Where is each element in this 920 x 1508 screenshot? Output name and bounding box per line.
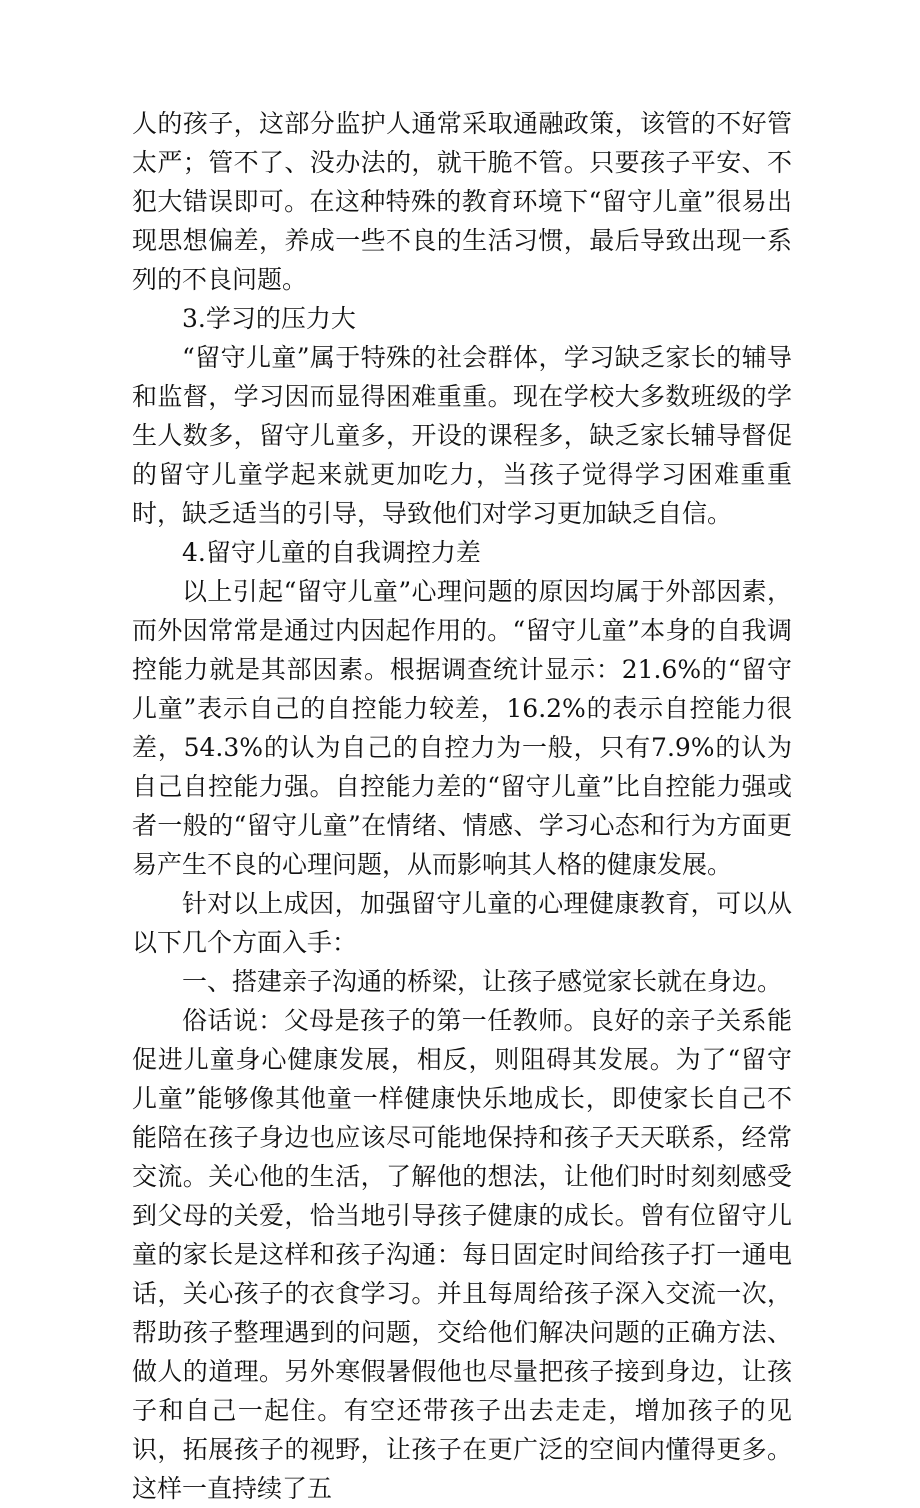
paragraph-study-pressure: “留守儿童”属于特殊的社会群体，学习缺乏家长的辅导和监督，学习因而显得困难重重。现在学校大多数班级的学生人数多，留守儿童多，开设的课程多，缺乏家长辅导督促的留守儿童学起来就更加吃力，当孩子觉得学习困难重重时，缺乏适当的引导，导致他们对学习更加缺乏自信。 (132, 343, 792, 528)
paragraph-measures-intro: 针对以上成因，加强留守儿童的心理健康教育，可以从以下几个方面入手： (132, 889, 792, 957)
paragraph-continued: 人的孩子，这部分监护人通常采取通融政策，该管的不好管太严；管不了、没办法的，就干脆不管。只要孩子平安、不犯大错误即可。在这种特殊的教育环境下“留守儿童”很易出现思想偏差，养成一些不良的生活习惯，最后导致出现一系列的不良问题。 (132, 109, 792, 294)
section-heading-self-control: 4.留守儿童的自我调控力差 (182, 538, 481, 567)
paragraph-self-control: 以上引起“留守儿童”心理问题的原因均属于外部因素，而外因常常是通过内因起作用的。“留守儿童”本身的自我调控能力就是其部因素。根据调查统计显示：21.6%的“留守儿童”表示自己的自控能力较差，16.2%的表示自控能力很差，54.3%的认为自己的自控力为一般，只有7.9%的认为自己自控能力强。自控能力差的“留守儿童”比自控能力强或者一般的“留守儿童”在情绪、情感、学习心态和行为方面更易产生不良的心理问题，从而影响其人格的健康发展。 (132, 577, 792, 879)
body-text (132, 104, 792, 1508)
paragraph-parent-child: 俗话说：父母是孩子的第一任教师。良好的亲子关系能促进儿童身心健康发展，相反，则阻碍其发展。为了“留守儿童”能够像其他童一样健康快乐地成长，即使家长自己不能陪在孩子身边也应该尽可能地保持和孩子天天联系，经常交流。关心他的生活，了解他的想法，让他们时时刻刻感受到父母的关爱，恰当地引导孩子健康的成长。曾有位留守儿童的家长是这样和孩子沟通：每日固定时间给孩子打一通电话，关心孩子的衣食学习。并且每周给孩子深入交流一次，帮助孩子整理遇到的问题，交给他们解决问题的正确方法、做人的道理。另外寒假暑假他也尽量把孩子接到身边，让孩子和自己一起住。有空还带孩子出去走走，增加孩子的见识，拓展孩子的视野，让孩子在更广泛的空间内懂得更多。这样一直持续了五 (132, 1006, 792, 1503)
section-heading-parent-child: 一、搭建亲子沟通的桥梁，让孩子感觉家长就在身边。 (182, 967, 783, 996)
section-heading-study-pressure: 3.学习的压力大 (182, 304, 356, 333)
